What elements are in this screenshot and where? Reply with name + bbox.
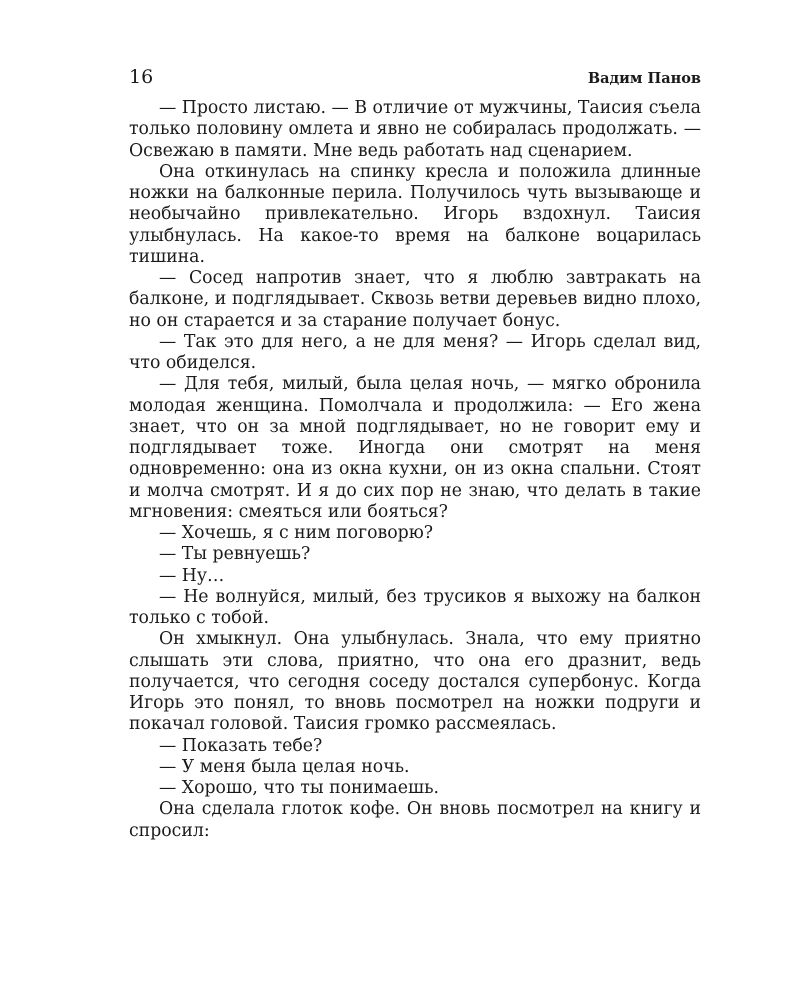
paragraph: — Ну… xyxy=(159,565,225,586)
paragraph: — Показать тебе? xyxy=(159,735,323,756)
paragraph: — Так это для него, а не для меня? — Игорь сделал вид, что обиделся. xyxy=(129,331,701,373)
book-page xyxy=(129,62,701,962)
page-number: 16 xyxy=(129,66,154,88)
paragraph: — Для тебя, милый, была целая ночь, — мягко обронила молодая женщина. Помолчала и продолжила: — Его жена знает, что он за мной подглядывает, но не говорит ему и подглядывает тоже. Иногда они смотрят на меня одновременно: она из окна кухни, он из окна спальни. Стоят и молча смотрят. И я до сих пор не знаю, что делать в такие мгновения: смеяться или бояться? xyxy=(129,374,701,522)
paragraph: — Ты ревнуешь? xyxy=(159,544,311,565)
paragraph: — Не волнуйся, милый, без трусиков я выхожу на балкон только с тобой. xyxy=(129,586,701,628)
body-text xyxy=(129,98,701,842)
paragraph: — У меня была целая ночь. xyxy=(159,756,410,777)
paragraph: Она сделала глоток кофе. Он вновь посмотрел на книгу и спросил: xyxy=(129,799,701,841)
paragraph: — Просто листаю. — В отличие от мужчины, Таисия съела только половину омлета и явно не собиралась продолжать. — Освежаю в памяти. Мне ведь работать над сценарием. xyxy=(129,98,701,161)
paragraph: Она откинулась на спинку кресла и положила длинные ножки на балконные перила. Получилось чуть вызывающе и необычайно привлекательно. Игорь вздохнул. Таисия улыбнулась. На какое-то время на балконе воцарилась тишина. xyxy=(129,161,701,267)
paragraph: Он хмыкнул. Она улыбнулась. Знала, что ему приятно слышать эти слова, приятно, что она его дразнит, ведь получается, что сегодня соседу достался супербонус. Когда Игорь это понял, то вновь посмотрел на ножки подруги и покачал головой. Таисия громко рассмеялась. xyxy=(129,629,701,735)
running-head xyxy=(129,62,701,98)
paragraph: — Хочешь, я с ним поговорю? xyxy=(159,523,434,543)
paragraph: — Хорошо, что ты понимаешь. xyxy=(159,778,439,798)
author-name: Вадим Панов xyxy=(587,70,701,87)
paragraph: — Сосед напротив знает, что я люблю завтракать на балконе, и подглядывает. Сквозь ветви деревьев видно плохо, но он старается и за старание получает бонус. xyxy=(129,268,701,331)
